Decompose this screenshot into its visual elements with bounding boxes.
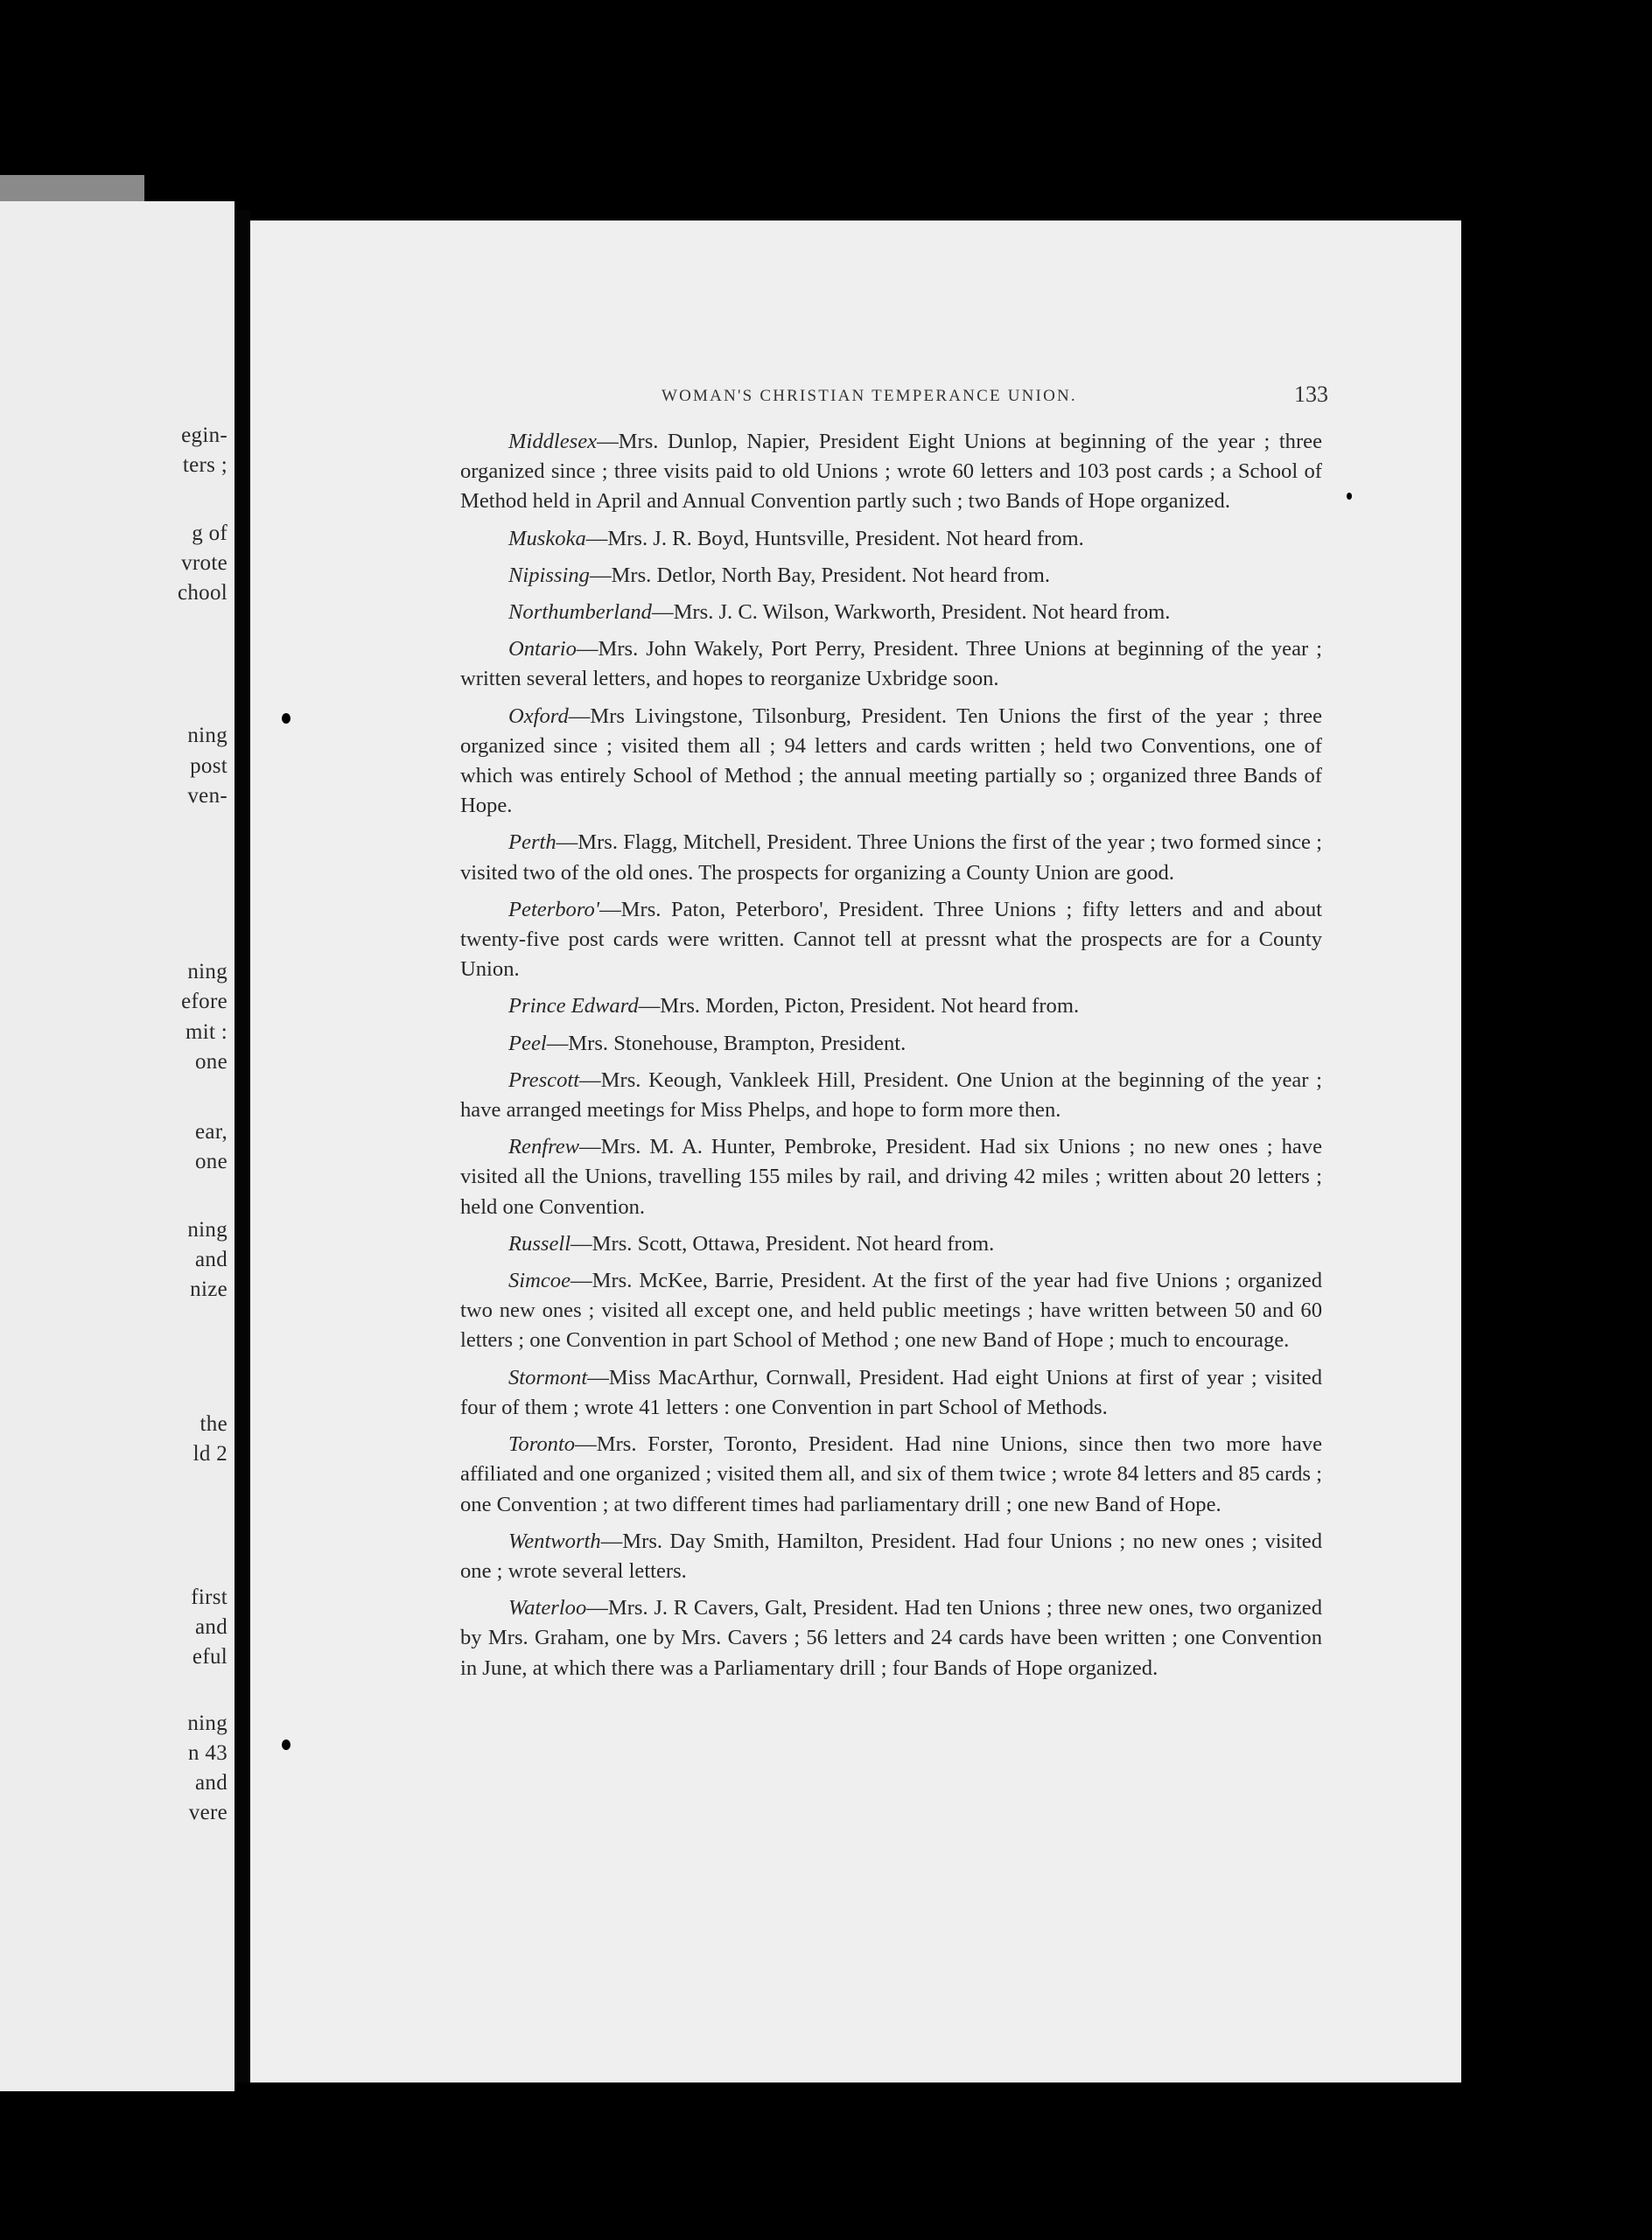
county-entry <box>460 1527 1322 1586</box>
county-report: —Mrs. Day Smith, Hamilton, President. Had four Unions ; no new ones ; visited one ; wrote several letters. <box>460 1529 1322 1583</box>
county-entry <box>460 702 1322 822</box>
county-entry <box>460 524 1322 554</box>
county-report: —Mrs. McKee, Barrie, President. At the first of the year had five Unions ; organized two new ones ; visited all except one, and held public meetings ; have written between 50 and 60 letters ; one Convention in part School of Method ; one new Band of Hope ; much to encourage. <box>460 1269 1322 1353</box>
left-page-fragment: mit : <box>185 1020 228 1044</box>
left-page-fragment: n 43 <box>188 1741 228 1765</box>
county-name: Simcoe <box>508 1269 571 1293</box>
county-entry <box>460 1593 1322 1684</box>
left-page-fragment: eful <box>192 1645 228 1669</box>
county-report: —Miss MacArthur, Cornwall, President. Had eight Unions at first of year ; visited four of them ; wrote 41 letters : one Convention in part School of Methods. <box>460 1365 1322 1419</box>
county-name: Peterboro' <box>508 897 600 921</box>
county-report: —Mrs. M. A. Hunter, Pembroke, President. Had six Unions ; no new ones ; have visited all the Unions, travelling 155 miles by rail, and driving 42 miles ; written about 20 letters ; held one Convention. <box>460 1135 1322 1219</box>
county-name: Renfrew <box>508 1135 580 1159</box>
county-name: Peel <box>508 1031 547 1055</box>
county-entry <box>460 1430 1322 1520</box>
county-name: Stormont <box>508 1365 588 1390</box>
county-name: Waterloo <box>508 1596 587 1620</box>
left-page-fragment: ters ; <box>182 453 228 477</box>
county-report: —Mrs. J. C. Wilson, Warkworth, President. Not heard from. <box>651 600 1171 625</box>
left-page-fragment: ear, <box>195 1120 228 1144</box>
county-entry <box>460 1229 1322 1259</box>
page-gutter <box>234 210 250 2082</box>
ink-speck <box>282 713 290 724</box>
left-page-fragment: ning <box>187 1218 228 1242</box>
right-page <box>250 220 1461 2082</box>
left-page-fragment: ning <box>187 960 228 984</box>
county-entry <box>460 991 1322 1021</box>
county-report: —Mrs. Scott, Ottawa, President. Not heard from. <box>570 1231 995 1256</box>
county-report: —Mrs. Flagg, Mitchell, President. Three Unions the first of the year ; two formed since ; visited two of the old ones. The prospects for organizing a County Union are good. <box>460 830 1322 885</box>
county-entry <box>460 1029 1322 1059</box>
left-page-fragment: ning <box>187 724 228 747</box>
left-page-fragment: and <box>195 1615 228 1639</box>
left-page-fragment: one <box>195 1050 228 1074</box>
left-page-fragment: ning <box>187 1712 228 1735</box>
county-entry <box>460 1132 1322 1222</box>
county-report: —Mrs. Morden, Picton, President. Not heard from. <box>638 994 1080 1018</box>
county-name: Nipissing <box>508 563 590 587</box>
county-report: —Mrs. John Wakely, Port Perry, President. Three Unions at beginning of the year ; written several letters, and hopes to reorganize Uxbridge soon. <box>460 637 1322 691</box>
report-body <box>460 427 1322 1690</box>
county-name: Perth <box>508 830 556 855</box>
left-page-fragment: g of <box>192 522 228 545</box>
county-entry <box>460 828 1322 887</box>
book-edge-strip <box>0 175 144 201</box>
county-entry <box>460 1066 1322 1125</box>
county-name: Ontario <box>508 637 577 662</box>
county-report: —Mrs. Dunlop, Napier, President Eight Unions at beginning of the year ; three organized since ; three visits paid to old Unions ; wrote 60 letters and 103 post cards ; a School of Method held in April and Annual Convention partly such ; two Bands of Hope organized. <box>460 430 1322 514</box>
county-entry <box>460 427 1322 517</box>
left-page-fragment: nize <box>190 1278 228 1301</box>
county-name: Prince Edward <box>508 994 639 1018</box>
left-page-fragment: the <box>200 1412 228 1436</box>
county-name: Muskoka <box>508 526 586 550</box>
ink-speck <box>1347 493 1352 500</box>
county-report: —Mrs. Forster, Toronto, President. Had nine Unions, since then two more have affiliated and one organized ; visited them all, and six of them twice ; wrote 84 letters and 85 cards ; one Convention ; at two different times had parliamentary drill ; one new Band of Hope. <box>460 1432 1322 1516</box>
left-page-fragment: efore <box>181 990 228 1013</box>
county-name: Toronto <box>508 1432 576 1457</box>
county-report: —Mrs Livingstone, Tilsonburg, President. Ten Unions the first of the year ; three organized since ; visited them all ; 94 letters and cards written ; held two Conventions, one of which was entirely School of Method ; the annual meeting partially so ; organized three Bands of Hope. <box>460 704 1322 818</box>
left-page-fragment: ld 2 <box>192 1442 228 1466</box>
left-page-fragment: one <box>195 1150 228 1173</box>
running-header: WOMAN'S CHRISTIAN TEMPERANCE UNION. <box>662 387 1077 405</box>
county-report: —Mrs. Paton, Peterboro', President. Three Unions ; fifty letters and and about twenty-five post cards were written. Cannot tell at pressnt what the prospects are for a County Union. <box>460 897 1322 982</box>
left-page-fragment: first <box>191 1586 228 1609</box>
county-name: Russell <box>508 1231 571 1256</box>
left-page-fragment: vere <box>188 1801 228 1824</box>
county-entry <box>460 561 1322 591</box>
county-name: Wentworth <box>508 1529 601 1553</box>
left-page <box>0 201 234 2091</box>
county-name: Prescott <box>508 1068 580 1092</box>
left-page-fragment: ven- <box>187 784 228 808</box>
ink-speck <box>282 1740 290 1750</box>
county-entry <box>460 598 1322 627</box>
left-page-fragment: egin- <box>181 424 228 447</box>
county-report: —Mrs. Stonehouse, Brampton, President. <box>546 1031 906 1055</box>
county-name: Northumberland <box>508 600 652 625</box>
left-page-fragment: and <box>195 1248 228 1271</box>
county-report: —Mrs. J. R. Boyd, Huntsville, President. Not heard from. <box>585 526 1084 550</box>
county-report: —Mrs. Detlor, North Bay, President. Not heard from. <box>589 563 1051 587</box>
county-entry <box>460 1363 1322 1423</box>
county-entry <box>460 895 1322 985</box>
county-report: —Mrs. Keough, Vankleek Hill, President. One Union at the beginning of the year ; have arranged meetings for Miss Phelps, and hope to form more then. <box>460 1068 1322 1123</box>
page-number: 133 <box>1294 382 1328 407</box>
left-page-fragment: post <box>190 754 228 778</box>
county-entry <box>460 1266 1322 1356</box>
county-entry <box>460 634 1322 694</box>
county-report: —Mrs. J. R Cavers, Galt, President. Had ten Unions ; three new ones, two organized by Mrs. Graham, one by Mrs. Cavers ; 56 letters and 24 cards have been written ; one Convention in June, at which there was a Parliamentary drill ; four Bands of Hope organized. <box>460 1596 1322 1680</box>
left-page-fragment: vrote <box>181 551 228 575</box>
county-name: Middlesex <box>508 430 598 453</box>
left-page-fragment: and <box>195 1771 228 1795</box>
county-name: Oxford <box>508 704 569 728</box>
left-page-fragment: chool <box>177 581 228 605</box>
